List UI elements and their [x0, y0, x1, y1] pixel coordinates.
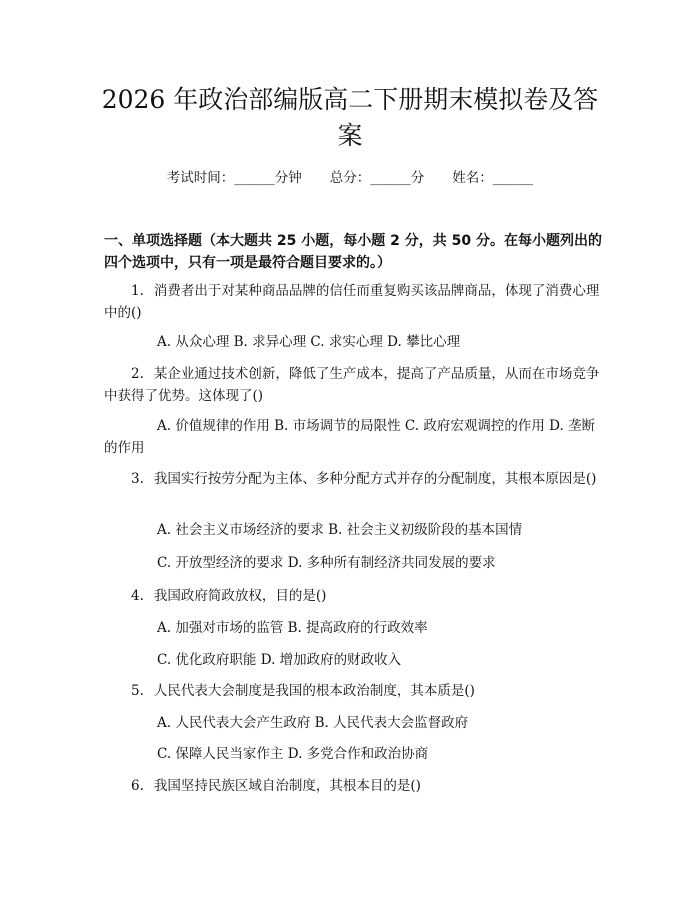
score-blank: ______: [370, 170, 411, 186]
name-blank: ______: [492, 170, 534, 186]
question-number: 5.: [131, 683, 144, 699]
name-label: 姓名：: [452, 170, 493, 186]
question-5: [104, 680, 602, 702]
question-4-options-1: [104, 617, 602, 639]
question-number: 4.: [131, 588, 144, 604]
question-3: [104, 468, 602, 490]
question-3-options-1: [104, 519, 602, 541]
options-line: A. 人民代表大会产生政府 B. 人民代表大会监督政府: [157, 715, 469, 731]
question-6: [104, 775, 602, 797]
question-stem: 我国坚持民族区域自治制度，其根本目的是(): [153, 778, 421, 794]
options-line: C. 优化政府职能 D. 增加政府的财政收入: [157, 652, 402, 668]
options-line: A. 价值规律的作用 B. 市场调节的局限性 C. 政府宏观调控的作用 D. 垄断的作用: [104, 418, 596, 456]
exam-meta-line: [0, 168, 700, 188]
question-2: [104, 363, 602, 407]
time-unit: 分钟: [274, 170, 302, 186]
question-5-options-1: [104, 712, 602, 734]
document-title: 2026 年政治部编版高二下册期末模拟卷及答案: [101, 85, 599, 150]
score-unit: 分: [410, 170, 425, 186]
question-number: 6.: [131, 778, 144, 794]
question-3-options-2: [104, 552, 602, 574]
question-stem: 我国实行按劳分配为主体、多种分配方式并存的分配制度，其根本原因是(): [153, 471, 597, 487]
score-label: 总分：: [329, 170, 371, 186]
options-line: A. 社会主义市场经济的要求 B. 社会主义初级阶段的基本国情: [157, 522, 523, 538]
options-line: A. 从众心理 B. 求异心理 C. 求实心理 D. 攀比心理: [157, 334, 461, 350]
question-number: 2.: [131, 366, 144, 382]
question-5-options-2: [104, 743, 602, 765]
time-label: 考试时间：: [166, 170, 235, 186]
question-1: [104, 280, 602, 324]
question-stem: 人民代表大会制度是我国的根本政治制度，其本质是(): [153, 683, 475, 699]
question-4: [104, 585, 602, 607]
question-2-options: [104, 415, 602, 459]
question-number: 1.: [131, 283, 144, 299]
question-4-options-2: [104, 649, 602, 671]
question-stem: 我国政府简政放权，目的是(): [153, 588, 327, 604]
question-number: 3.: [131, 471, 144, 487]
question-1-options: [104, 331, 602, 353]
question-stem: 某企业通过技术创新，降低了生产成本，提高了产品质量，从而在市场竞争中获得了优势。这体现了(): [104, 366, 600, 404]
options-line: C. 开放型经济的要求 D. 多种所有制经济共同发展的要求: [157, 555, 496, 571]
options-line: A. 加强对市场的监管 B. 提高政府的行政效率: [157, 620, 428, 636]
options-line: C. 保障人民当家作主 D. 多党合作和政治协商: [157, 746, 429, 762]
question-stem: 消费者出于对某种商品品牌的信任而重复购买该品牌商品，体现了消费心理中的(): [104, 283, 600, 321]
time-blank: ______: [234, 170, 275, 186]
section-heading: 一、单项选择题（本大题共 25 小题，每小题 2 分，共 50 分。在每小题列出的四个选项中，只有一项是最符合题目要求的。）: [104, 233, 602, 271]
